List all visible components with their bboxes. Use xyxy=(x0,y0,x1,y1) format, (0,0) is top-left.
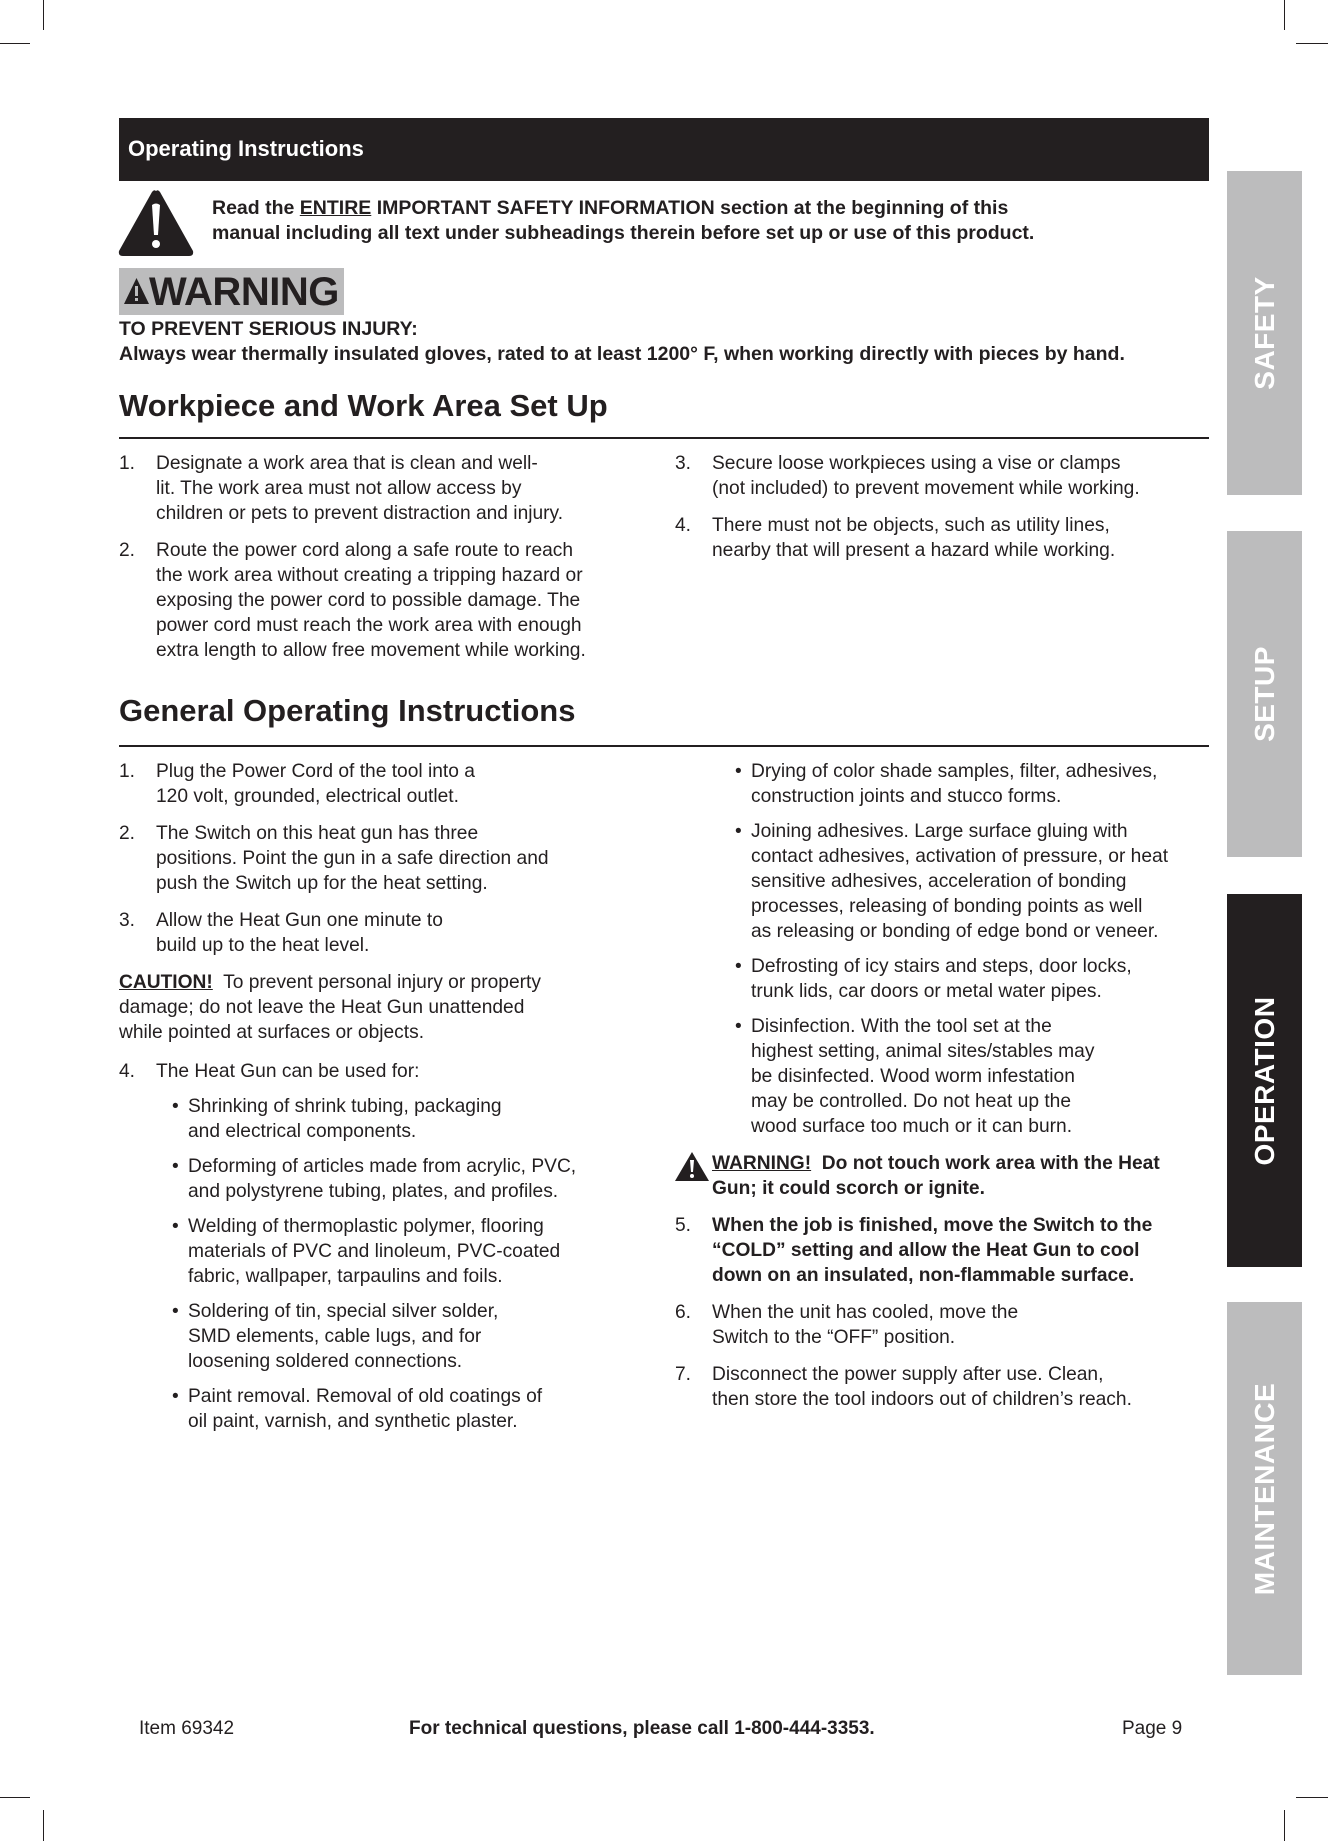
inline-warning-line2: Gun; it could scorch or ignite. xyxy=(712,1178,985,1199)
item-line: push the Switch up for the heat setting. xyxy=(156,873,488,894)
item-number: 3. xyxy=(675,453,692,474)
warning-triangle-icon xyxy=(118,189,194,257)
general-right-column xyxy=(675,759,1220,1424)
item-line: Allow the Heat Gun one minute to xyxy=(156,910,443,931)
section-divider xyxy=(119,745,1209,747)
item-line: (not included) to prevent movement while working. xyxy=(712,478,1140,499)
item-line: There must not be objects, such as utility lines, xyxy=(712,515,1110,536)
list-item xyxy=(675,1213,1220,1288)
warning-text-block xyxy=(119,317,1125,367)
usage-bullet-list-continued xyxy=(735,759,1220,1139)
list-item xyxy=(675,513,1215,563)
item-line: 120 volt, grounded, electrical outlet. xyxy=(156,786,459,807)
side-tab-safety[interactable] xyxy=(1227,171,1302,495)
item-line: Plug the Power Cord of the tool into a xyxy=(156,761,475,782)
caution-label: CAUTION! xyxy=(119,972,213,993)
item-line: exposing the power cord to possible damage. The xyxy=(156,590,581,611)
list-item xyxy=(119,451,659,526)
notice-line2: manual including all text under subheadings therein before set up or use of this product. xyxy=(212,222,1035,244)
item-line: When the job is finished, move the Switch to the xyxy=(712,1215,1153,1236)
item-line: extra length to allow free movement while working. xyxy=(156,640,586,661)
item-number: 2. xyxy=(119,823,136,844)
bullet-line: and electrical components. xyxy=(188,1121,417,1142)
bullet-line: as releasing or bonding of edge bond or veneer. xyxy=(751,921,1159,942)
bullet-icon: • xyxy=(172,1156,179,1177)
list-item xyxy=(119,538,659,663)
item-line: positions. Point the gun in a safe direction and xyxy=(156,848,549,869)
side-tab-operation[interactable] xyxy=(1227,894,1302,1267)
footer-support-text: For technical questions, please call 1-800-444-3353. xyxy=(409,1718,875,1739)
bullet-item xyxy=(735,1014,1220,1139)
list-item xyxy=(119,821,679,896)
bullet-line: highest setting, animal sites/stables may xyxy=(751,1041,1095,1062)
warning-badge xyxy=(119,268,344,315)
bullet-line: processes, releasing of bonding points as well xyxy=(751,896,1143,917)
crop-mark xyxy=(43,1810,44,1841)
list-item xyxy=(675,451,1215,501)
item-number: 5. xyxy=(675,1215,692,1236)
workpiece-left-column xyxy=(119,451,659,675)
notice-line1-rest: IMPORTANT SAFETY INFORMATION section at the beginning of this xyxy=(371,197,1009,219)
item-line: power cord must reach the work area with enough xyxy=(156,615,582,636)
section-title: Operating Instructions xyxy=(128,136,364,161)
bullet-line: may be controlled. Do not heat up the xyxy=(751,1091,1071,1112)
crop-mark xyxy=(43,0,44,30)
inline-warning xyxy=(675,1151,1220,1201)
item-line: “COLD” setting and allow the Heat Gun to cool xyxy=(712,1240,1140,1261)
item-line: Secure loose workpieces using a vise or clamps xyxy=(712,453,1121,474)
item-line: nearby that will present a hazard while working. xyxy=(712,540,1116,561)
tab-label: SETUP xyxy=(1248,646,1280,742)
item-line: The Switch on this heat gun has three xyxy=(156,823,479,844)
item-number: 1. xyxy=(119,761,136,782)
usage-bullet-list xyxy=(172,1094,679,1434)
footer-page-number: Page 9 xyxy=(1122,1718,1183,1739)
bullet-item xyxy=(172,1094,679,1144)
caution-note xyxy=(119,970,679,1045)
tab-label: MAINTENANCE xyxy=(1248,1382,1280,1595)
bullet-line: Paint removal. Removal of old coatings of xyxy=(188,1386,543,1407)
bullet-line: loosening soldered connections. xyxy=(188,1351,463,1372)
bullet-icon: • xyxy=(172,1301,179,1322)
crop-mark xyxy=(1284,1810,1285,1841)
list-item xyxy=(119,908,679,958)
general-section-title: General Operating Instructions xyxy=(119,693,576,728)
crop-mark xyxy=(0,1797,30,1798)
tab-label: OPERATION xyxy=(1248,996,1280,1165)
crop-mark xyxy=(1284,0,1285,30)
list-item xyxy=(675,1362,1220,1412)
bullet-line: construction joints and stucco forms. xyxy=(751,786,1062,807)
bullet-icon: • xyxy=(172,1386,179,1407)
section-header-bar xyxy=(119,118,1209,181)
item-line: then store the tool indoors out of children’s reach. xyxy=(712,1389,1132,1410)
workpiece-right-column xyxy=(675,451,1215,575)
bullet-item xyxy=(172,1214,679,1289)
crop-mark xyxy=(1296,43,1328,44)
safety-read-notice xyxy=(212,196,1132,246)
bullet-line: wood surface too much or it can burn. xyxy=(751,1116,1073,1137)
bullet-icon: • xyxy=(735,761,742,782)
item-number: 6. xyxy=(675,1302,692,1323)
item-line: When the unit has cooled, move the xyxy=(712,1302,1019,1323)
warning-text: Always wear thermally insulated gloves, rated to at least 1200° F, when working directly with pieces by hand. xyxy=(119,343,1125,365)
bullet-line: fabric, wallpaper, tarpaulins and foils. xyxy=(188,1266,503,1287)
bullet-line: Soldering of tin, special silver solder, xyxy=(188,1301,499,1322)
item-number: 3. xyxy=(119,910,136,931)
item-line: Route the power cord along a safe route to reach xyxy=(156,540,574,561)
section-divider xyxy=(119,437,1209,439)
crop-mark xyxy=(1296,1797,1328,1798)
bullet-line: Drying of color shade samples, filter, adhesives, xyxy=(751,761,1158,782)
bullet-line: Shrinking of shrink tubing, packaging xyxy=(188,1096,502,1117)
bullet-line: oil paint, varnish, and synthetic plaster. xyxy=(188,1411,518,1432)
item-line: lit. The work area must not allow access by xyxy=(156,478,522,499)
caution-line: damage; do not leave the Heat Gun unattended xyxy=(119,997,525,1018)
warning-badge-text: WARNING xyxy=(149,270,339,314)
bullet-line: contact adhesives, activation of pressure, or heat xyxy=(751,846,1169,867)
notice-prefix: Read the xyxy=(212,197,300,219)
bullet-item xyxy=(172,1299,679,1374)
bullet-icon: • xyxy=(735,821,742,842)
item-number: 7. xyxy=(675,1364,692,1385)
warning-heading: TO PREVENT SERIOUS INJURY: xyxy=(119,318,418,340)
caution-line: while pointed at surfaces or objects. xyxy=(119,1022,425,1043)
item-line: Disconnect the power supply after use. Clean, xyxy=(712,1364,1104,1385)
bullet-line: and polystyrene tubing, plates, and profiles. xyxy=(188,1181,559,1202)
list-item xyxy=(675,1300,1220,1350)
item-line: down on an insulated, non-flammable surface. xyxy=(712,1265,1135,1286)
general-left-column xyxy=(119,759,679,1444)
bullet-line: materials of PVC and linoleum, PVC-coated xyxy=(188,1241,561,1262)
bullet-icon: • xyxy=(735,956,742,977)
list-item xyxy=(119,759,679,809)
item-line: Designate a work area that is clean and well- xyxy=(156,453,538,474)
bullet-line: Deforming of articles made from acrylic, PVC, xyxy=(188,1156,577,1177)
item-number: 2. xyxy=(119,540,136,561)
item-number: 1. xyxy=(119,453,136,474)
notice-emphasis: ENTIRE xyxy=(299,197,372,219)
item-line: the work area without creating a tripping hazard or xyxy=(156,565,583,586)
bullet-line: SMD elements, cable lugs, and for xyxy=(188,1326,482,1347)
warning-triangle-icon xyxy=(124,278,149,304)
item-line: build up to the heat level. xyxy=(156,935,370,956)
caution-line: To prevent personal injury or property xyxy=(212,972,541,993)
bullet-icon: • xyxy=(735,1016,742,1037)
item-line: children or pets to prevent distraction and injury. xyxy=(156,503,564,524)
item-line: Switch to the “OFF” position. xyxy=(712,1327,956,1348)
bullet-line: trunk lids, car doors or metal water pipes. xyxy=(751,981,1102,1002)
bullet-icon: • xyxy=(172,1216,179,1237)
bullet-item xyxy=(735,759,1220,809)
workpiece-section-title: Workpiece and Work Area Set Up xyxy=(119,388,608,423)
bullet-item xyxy=(735,954,1220,1004)
bullet-item xyxy=(735,819,1220,944)
bullet-line: sensitive adhesives, acceleration of bonding xyxy=(751,871,1127,892)
item-number: 4. xyxy=(119,1061,136,1082)
bullet-item xyxy=(172,1154,679,1204)
footer-item-number: Item 69342 xyxy=(139,1718,235,1739)
side-tab-setup[interactable] xyxy=(1227,531,1302,857)
item-number: 4. xyxy=(675,515,692,536)
bullet-line: Welding of thermoplastic polymer, flooring xyxy=(188,1216,544,1237)
warning-triangle-icon xyxy=(675,1152,709,1182)
side-tab-maintenance[interactable] xyxy=(1227,1302,1302,1675)
inline-warning-label: WARNING! xyxy=(712,1153,812,1174)
tab-label: SAFETY xyxy=(1248,276,1280,390)
bullet-line: Defrosting of icy stairs and steps, door locks, xyxy=(751,956,1132,977)
inline-warning-line1: Do not touch work area with the Heat xyxy=(811,1153,1160,1174)
bullet-line: be disinfected. Wood worm infestation xyxy=(751,1066,1075,1087)
crop-mark xyxy=(0,43,30,44)
bullet-item xyxy=(172,1384,679,1434)
bullet-line: Disinfection. With the tool set at the xyxy=(751,1016,1052,1037)
bullet-line: Joining adhesives. Large surface gluing with xyxy=(751,821,1128,842)
item-line: The Heat Gun can be used for: xyxy=(156,1061,420,1082)
list-item xyxy=(119,1059,679,1084)
bullet-icon: • xyxy=(172,1096,179,1117)
